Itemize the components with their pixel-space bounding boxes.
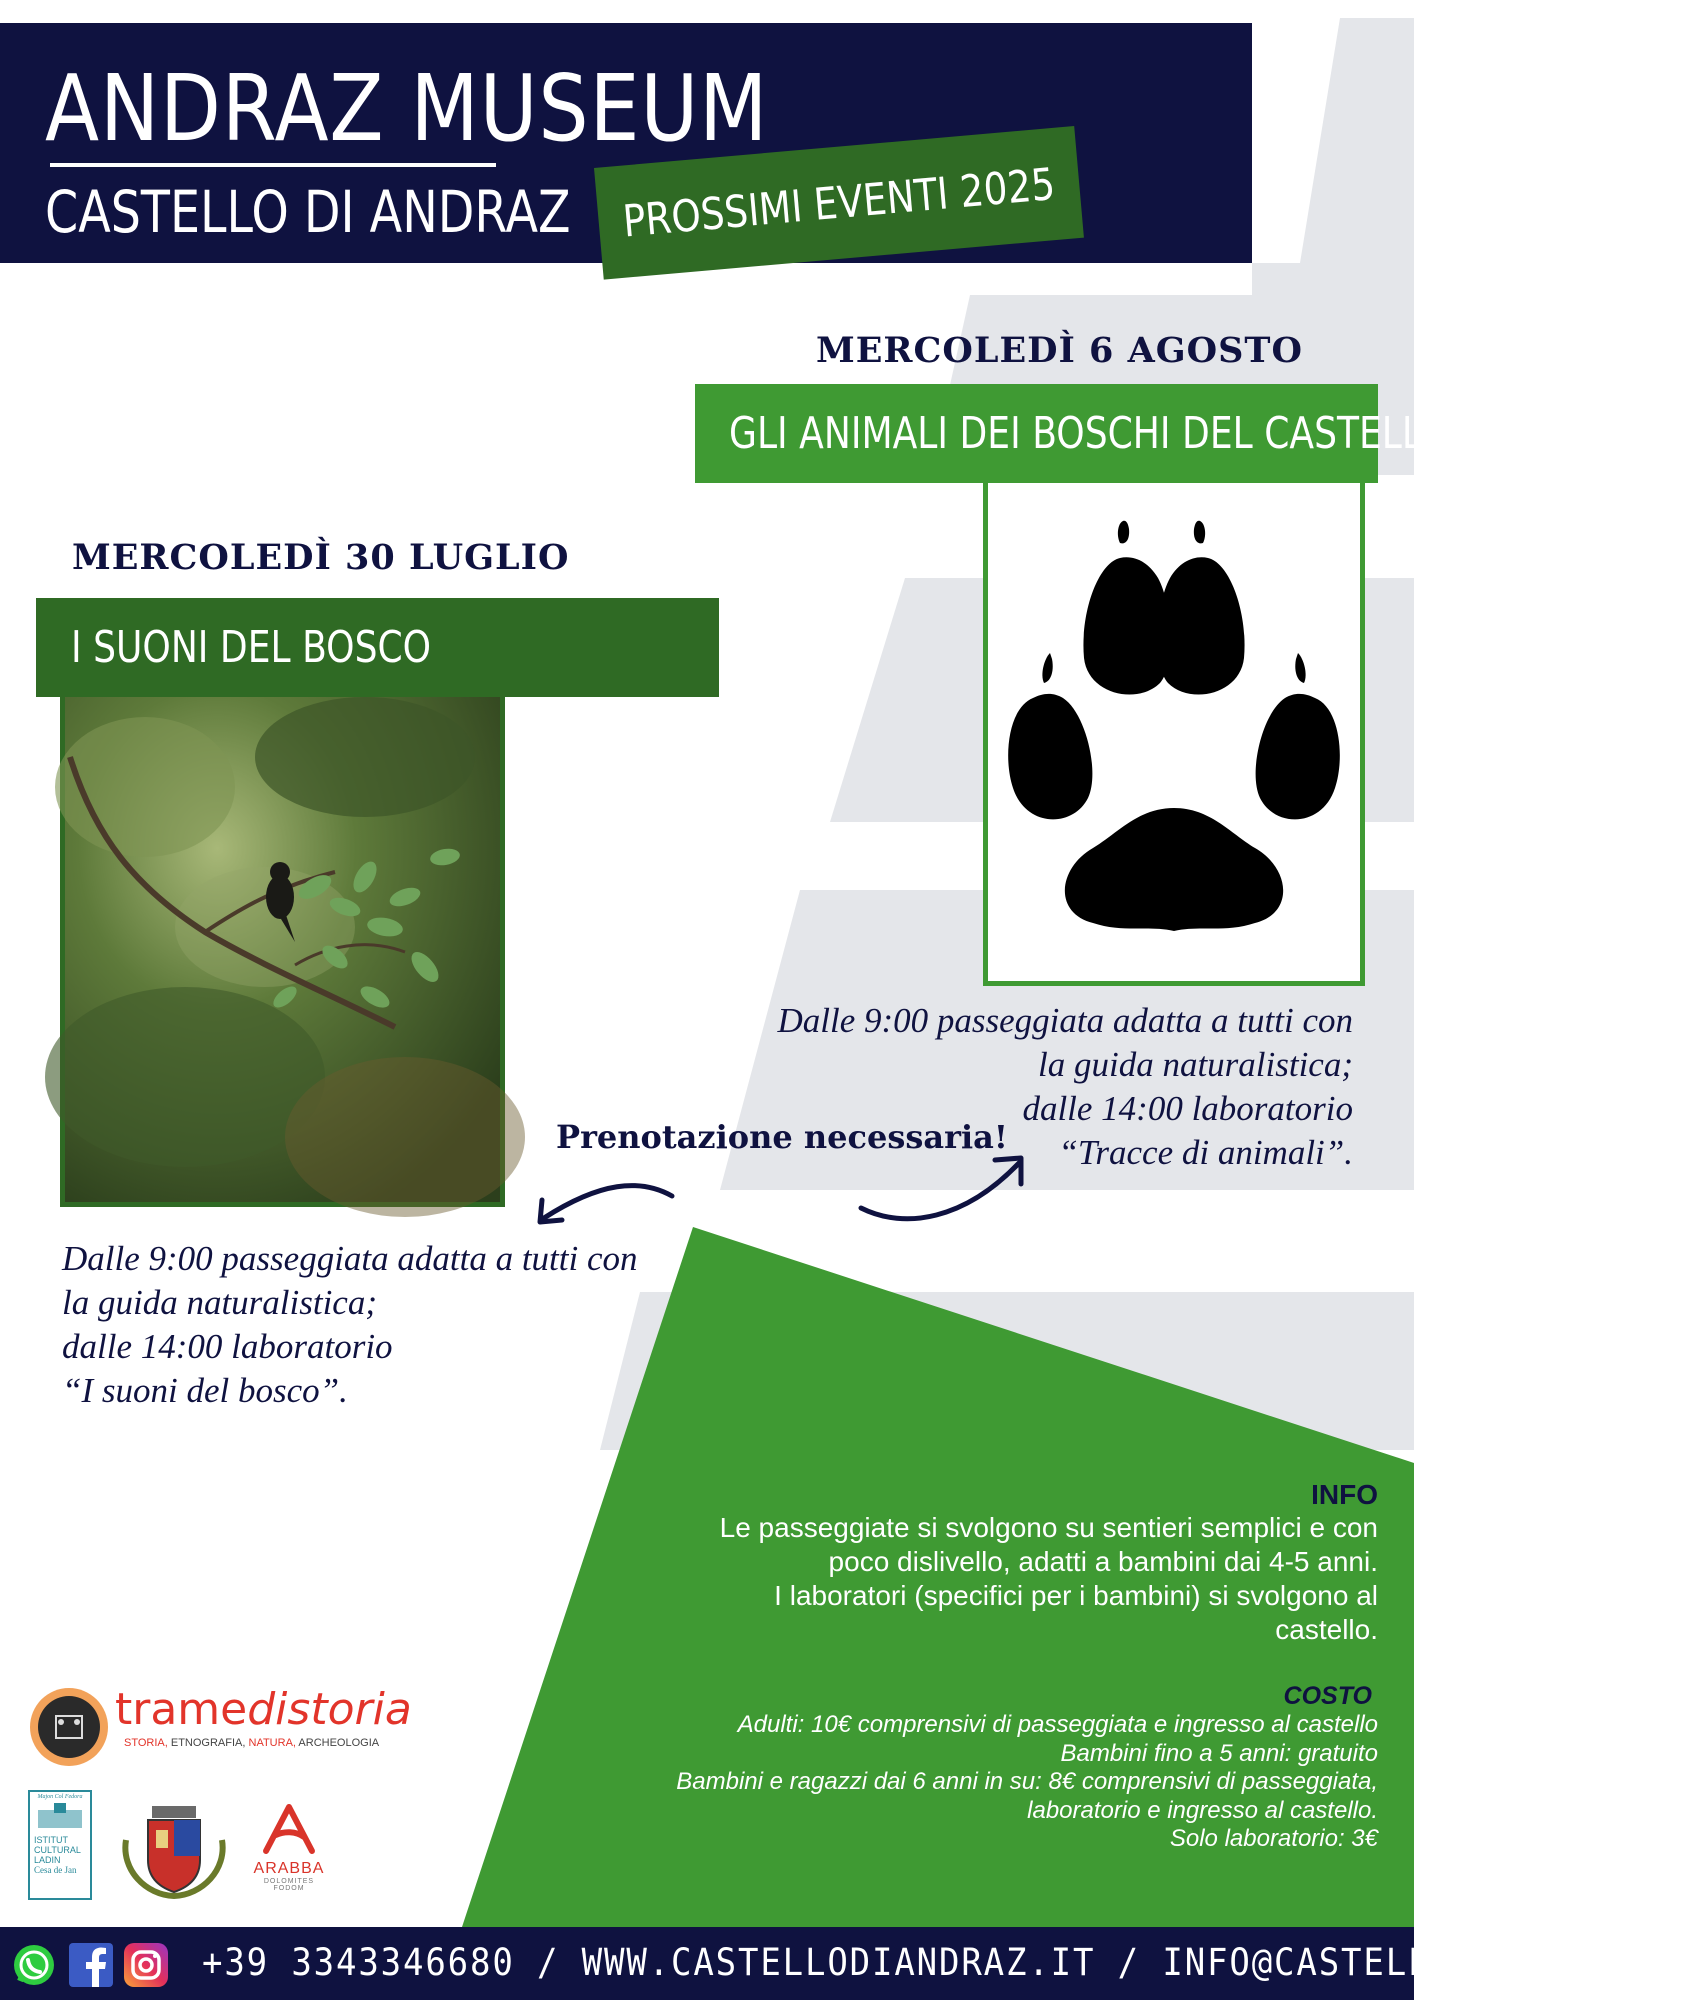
instagram-icon[interactable] bbox=[124, 1943, 168, 1987]
istitut-line: Cesa de Jan bbox=[34, 1865, 77, 1875]
desc-line: la guida naturalistica; bbox=[62, 1283, 377, 1322]
whatsapp-icon[interactable] bbox=[12, 1943, 56, 1987]
istitut-top: Majon Col Fedora bbox=[37, 1794, 83, 1800]
cost-line: laboratorio e ingresso al castello. bbox=[1027, 1796, 1378, 1824]
info-line: I laboratori (specifici per i bambini) si svolgono al bbox=[774, 1580, 1378, 1611]
facebook-icon[interactable] bbox=[69, 1943, 113, 1987]
info-line: Le passeggiate si svolgono su sentieri semplici e con bbox=[719, 1512, 1378, 1543]
footer-bar bbox=[0, 1927, 1698, 2000]
cost-line: Solo laboratorio: 3€ bbox=[1169, 1825, 1378, 1852]
castle-subtitle: CASTELLO DI ANDRAZ bbox=[45, 178, 571, 246]
tag-storia: STORIA, bbox=[124, 1737, 171, 1749]
desc-line: “Tracce di animali”. bbox=[1058, 1133, 1353, 1172]
desc-line: Dalle 9:00 passeggiata adatta a tutti con bbox=[62, 1239, 638, 1278]
paw-print-frame bbox=[983, 483, 1365, 986]
bird-on-branch-photo bbox=[65, 697, 500, 1202]
desc-line: “I suoni del bosco”. bbox=[62, 1371, 348, 1410]
cost-title: COSTO bbox=[1283, 1682, 1372, 1710]
booking-note: Prenotazione necessaria! bbox=[556, 1118, 1008, 1156]
desc-line: la guida naturalistica; bbox=[1038, 1045, 1353, 1084]
museum-building-icon bbox=[30, 1800, 90, 1830]
museum-title: ANDRAZ MUSEUM bbox=[45, 55, 769, 162]
header-divider bbox=[50, 163, 496, 167]
istitut-cultural-ladin-logo bbox=[28, 1790, 92, 1900]
trame-di-storia-emblem bbox=[28, 1686, 110, 1768]
event-title-bar-animali bbox=[695, 384, 1450, 483]
tag-natura: NATURA, bbox=[248, 1737, 299, 1749]
contact-line[interactable]: +39 3343346680 / WWW.CASTELLODIANDRAZ.IT / INFO@CASTELLODIANDRAZ.IT bbox=[202, 1941, 1698, 1984]
arabba-sub2: FODOM bbox=[273, 1885, 305, 1892]
bird-photo-frame bbox=[60, 697, 505, 1207]
arabba-sub: DOLOMITES bbox=[263, 1878, 315, 1885]
event-description-luglio bbox=[62, 1237, 638, 1413]
cost-line: Bambini fino a 5 anni: gratuito bbox=[1060, 1739, 1378, 1767]
trame-tagline bbox=[124, 1737, 379, 1749]
trame-wordmark-2: distoria bbox=[247, 1684, 412, 1735]
info-line: castello. bbox=[1275, 1614, 1378, 1645]
arrow-right-icon bbox=[861, 1158, 1021, 1219]
events-badge-label: PROSSIMI EVENTI 2025 bbox=[620, 158, 1058, 248]
arabba-mark-icon bbox=[246, 1803, 332, 1855]
event-title-bar-suoni bbox=[36, 598, 719, 697]
desc-line: Dalle 9:00 passeggiata adatta a tutti con bbox=[777, 1001, 1353, 1040]
cost-text bbox=[676, 1711, 1378, 1854]
istitut-line: LADIN bbox=[34, 1855, 61, 1865]
info-title: INFO bbox=[1311, 1479, 1378, 1510]
event-date-agosto: MERCOLEDÌ 6 AGOSTO bbox=[816, 330, 1303, 371]
event-title-animali: GLI ANIMALI DEI BOSCHI DEL CASTELLO bbox=[729, 408, 1450, 459]
paw-print-icon bbox=[988, 483, 1360, 981]
cost-line: Adulti: 10€ comprensivi di passeggiata e ingresso al castello bbox=[737, 1711, 1378, 1738]
tag-archeologia: ARCHEOLOGIA bbox=[298, 1737, 380, 1749]
istitut-line: ISTITUT bbox=[34, 1835, 68, 1845]
tag-etnografia: ETNOGRAFIA, bbox=[170, 1737, 249, 1749]
trame-wordmark-1: trame bbox=[115, 1684, 248, 1735]
event-title-suoni: I SUONI DEL BOSCO bbox=[71, 622, 432, 673]
istitut-line: CULTURAL bbox=[34, 1845, 81, 1855]
coat-of-arms-icon bbox=[116, 1800, 232, 1900]
desc-line: dalle 14:00 laboratorio bbox=[62, 1327, 393, 1366]
info-line: poco dislivello, adatti a bambini dai 4-5 anni. bbox=[828, 1546, 1378, 1577]
cost-line: Bambini e ragazzi dai 6 anni in su: 8€ comprensivi di passeggiata, bbox=[676, 1768, 1378, 1795]
arabba-logo bbox=[246, 1803, 332, 1895]
event-date-luglio: MERCOLEDÌ 30 LUGLIO bbox=[72, 537, 570, 578]
desc-line: dalle 14:00 laboratorio bbox=[1022, 1089, 1353, 1128]
arabba-name: ARABBA bbox=[253, 1860, 325, 1877]
info-text bbox=[578, 1511, 1378, 1647]
trame-di-storia-logo bbox=[115, 1684, 412, 1735]
arrow-left-icon bbox=[530, 1170, 680, 1230]
